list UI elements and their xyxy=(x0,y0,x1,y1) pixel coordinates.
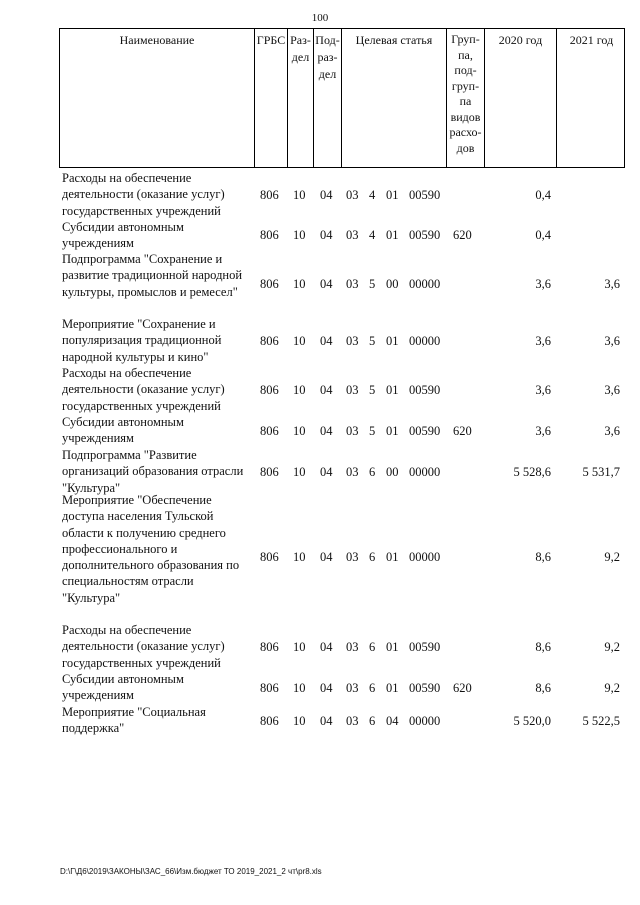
header-podrazdel: Под- раз- дел xyxy=(314,29,342,167)
row-target-2: 6 xyxy=(369,680,376,695)
row-target-1: 03 xyxy=(346,464,359,479)
row-2021: 9,2 xyxy=(604,550,620,564)
row-2021: 3,6 xyxy=(604,423,620,438)
row-target-2: 4 xyxy=(369,187,376,202)
row-target-3: 01 xyxy=(386,423,399,438)
row-target-2: 5 xyxy=(369,333,376,348)
table-row xyxy=(0,492,640,622)
row-target-3: 01 xyxy=(386,187,399,202)
row-name: Подпрограмма "Сохранение и развитие традиционной народной культуры, промыслов и ремесел" xyxy=(62,252,243,299)
table-row xyxy=(0,170,640,219)
row-podrazdel: 04 xyxy=(320,333,333,348)
row-grbs: 806 xyxy=(260,713,279,728)
row-razdel: 10 xyxy=(293,680,306,695)
row-name: Расходы на обеспечение деятельности (оказание услуг) государственных учреждений xyxy=(62,623,225,670)
header-2020: 2020 год xyxy=(485,29,557,167)
row-group: 620 xyxy=(453,680,472,695)
table-row xyxy=(0,704,640,737)
row-target-2: 6 xyxy=(369,550,376,564)
row-target-1: 03 xyxy=(346,639,359,654)
row-2020: 8,6 xyxy=(535,639,551,654)
row-target-4: 00000 xyxy=(409,713,441,728)
row-target-4: 00590 xyxy=(409,382,441,397)
row-grbs: 806 xyxy=(260,333,279,348)
row-2020: 0,4 xyxy=(535,187,551,202)
row-target-3: 04 xyxy=(386,713,399,728)
row-name: Мероприятие "Обеспечение доступа населения Тульской области к получению среднего профессионального и дополнительного образования по специальностям отрасли "Культура" xyxy=(62,493,240,605)
row-grbs: 806 xyxy=(260,382,279,397)
table-row xyxy=(0,365,640,414)
row-podrazdel: 04 xyxy=(320,639,333,654)
row-grbs: 806 xyxy=(260,550,279,564)
row-podrazdel: 04 xyxy=(320,550,333,564)
table-row xyxy=(0,447,640,496)
row-2021: 9,2 xyxy=(604,639,620,654)
row-target-4: 00000 xyxy=(409,333,441,348)
row-2020: 8,6 xyxy=(535,550,551,564)
row-2021: 3,6 xyxy=(604,276,620,291)
row-target-2: 6 xyxy=(369,464,376,479)
row-podrazdel: 04 xyxy=(320,680,333,695)
table-row xyxy=(0,414,640,447)
row-target-1: 03 xyxy=(346,423,359,438)
row-2020: 3,6 xyxy=(535,333,551,348)
row-target-1: 03 xyxy=(346,713,359,728)
row-target-3: 01 xyxy=(386,550,399,564)
row-target-3: 01 xyxy=(386,382,399,397)
row-name: Субсидии автономным учреждениям xyxy=(62,220,184,251)
row-target-2: 5 xyxy=(369,276,376,291)
row-target-1: 03 xyxy=(346,276,359,291)
row-target-1: 03 xyxy=(346,333,359,348)
row-razdel: 10 xyxy=(293,187,306,202)
row-razdel: 10 xyxy=(293,333,306,348)
row-target-3: 01 xyxy=(386,680,399,695)
row-name: Подпрограмма "Развитие организаций образования отрасли "Культура" xyxy=(62,448,244,495)
row-2020: 0,4 xyxy=(535,228,551,242)
row-razdel: 10 xyxy=(293,228,306,242)
row-target-3: 01 xyxy=(386,333,399,348)
row-2021: 3,6 xyxy=(604,382,620,397)
row-podrazdel: 04 xyxy=(320,228,333,242)
table-row xyxy=(0,622,640,671)
header-2021: 2021 год xyxy=(569,33,614,47)
header-grbs: ГРБС xyxy=(255,29,288,167)
row-grbs: 806 xyxy=(260,464,279,479)
row-name: Субсидии автономным учреждениям xyxy=(62,672,184,703)
row-podrazdel: 04 xyxy=(320,423,333,438)
row-razdel: 10 xyxy=(293,423,306,438)
row-grbs: 806 xyxy=(260,187,279,202)
row-target-4: 00590 xyxy=(409,228,441,242)
row-2020: 5 528,6 xyxy=(513,464,551,479)
row-grbs: 806 xyxy=(260,639,279,654)
row-target-4: 00000 xyxy=(409,276,441,291)
row-target-1: 03 xyxy=(346,228,359,242)
table-row xyxy=(0,251,640,316)
table-row xyxy=(0,671,640,704)
row-2021: 5 522,5 xyxy=(582,713,620,728)
row-razdel: 10 xyxy=(293,464,306,479)
row-2020: 3,6 xyxy=(535,423,551,438)
table-row xyxy=(0,219,640,251)
row-name: Мероприятие "Сохранение и популяризация традиционной народной культуры и кино" xyxy=(62,317,222,364)
row-target-1: 03 xyxy=(346,680,359,695)
row-target-3: 00 xyxy=(386,464,399,479)
row-name: Мероприятие "Социальная поддержка" xyxy=(62,705,206,736)
row-2020: 3,6 xyxy=(535,382,551,397)
row-name: Расходы на обеспечение деятельности (оказание услуг) государственных учреждений xyxy=(62,171,225,218)
row-target-2: 4 xyxy=(369,228,376,242)
row-name: Расходы на обеспечение деятельности (оказание услуг) государственных учреждений xyxy=(62,366,225,413)
header-group: Груп- па, под- груп- па видов расхо- дов xyxy=(447,29,485,167)
row-2021: 9,2 xyxy=(604,680,620,695)
row-group: 620 xyxy=(453,228,472,242)
row-target-1: 03 xyxy=(346,382,359,397)
row-podrazdel: 04 xyxy=(320,187,333,202)
row-2021: 3,6 xyxy=(604,333,620,348)
row-podrazdel: 04 xyxy=(320,713,333,728)
row-target-3: 01 xyxy=(386,639,399,654)
row-podrazdel: 04 xyxy=(320,382,333,397)
page-number: 100 xyxy=(311,12,329,24)
row-target-2: 5 xyxy=(369,382,376,397)
row-grbs: 806 xyxy=(260,423,279,438)
row-razdel: 10 xyxy=(293,276,306,291)
row-target-4: 00590 xyxy=(409,187,441,202)
row-razdel: 10 xyxy=(293,639,306,654)
row-podrazdel: 04 xyxy=(320,464,333,479)
row-target-4: 00000 xyxy=(409,550,441,564)
row-2020: 5 520,0 xyxy=(513,713,551,728)
header-target: Целевая статья xyxy=(342,29,447,167)
row-target-1: 03 xyxy=(346,187,359,202)
row-target-2: 6 xyxy=(369,639,376,654)
row-target-4: 00590 xyxy=(409,639,441,654)
file-path-footer: D:\Г\Д6\2019\ЗАКОНЫ\ЗАС_66\Изм.бюджет ТО 2019_2021_2 чт\pr8.xls xyxy=(60,867,322,876)
row-target-2: 5 xyxy=(369,423,376,438)
row-razdel: 10 xyxy=(293,382,306,397)
row-2020: 3,6 xyxy=(535,276,551,291)
header-razdel: Раз- дел xyxy=(288,29,314,167)
row-target-4: 00590 xyxy=(409,680,441,695)
row-grbs: 806 xyxy=(260,276,279,291)
row-2020: 8,6 xyxy=(535,680,551,695)
row-podrazdel: 04 xyxy=(320,276,333,291)
row-target-4: 00000 xyxy=(409,464,441,479)
row-target-3: 01 xyxy=(386,228,399,242)
row-group: 620 xyxy=(453,423,472,438)
table-row xyxy=(0,316,640,365)
row-target-4: 00590 xyxy=(409,423,441,438)
header-name: Наименование xyxy=(60,29,255,167)
row-target-3: 00 xyxy=(386,276,399,291)
row-grbs: 806 xyxy=(260,228,279,242)
row-grbs: 806 xyxy=(260,680,279,695)
row-name: Субсидии автономным учреждениям xyxy=(62,415,184,446)
row-razdel: 10 xyxy=(293,550,306,564)
row-target-2: 6 xyxy=(369,713,376,728)
row-2021: 5 531,7 xyxy=(582,464,620,479)
row-target-1: 03 xyxy=(346,550,359,564)
row-razdel: 10 xyxy=(293,713,306,728)
